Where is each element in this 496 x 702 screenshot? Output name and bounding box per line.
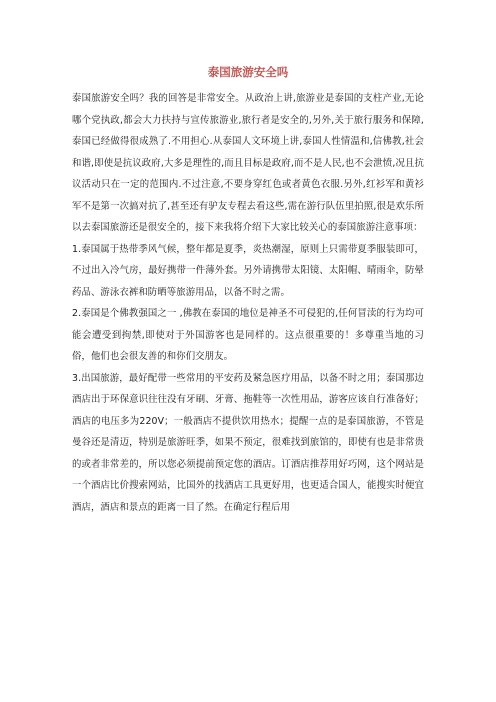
intro-paragraph: 泰国旅游安全吗？我的回答是非常安全。从政治上讲,旅游业是泰国的支柱产业,无论哪个党执政,都会大力扶持与宣传旅游业,旅行者是安全的,另外,关于旅行服务和保障,泰国已经做得很成熟了.不用担心.从泰国人文环境上讲,泰国人性情温和,信佛教,社会和谐,即使是抗议政府,大多是理性的,而且目标是政府,而不是人民,也不会泄愤,况且抗议活动只在一定的范围内.不过注意,不要身穿红色或者黄色衣服.另外,红衫军和黄衫军不是第一次搞对抗了,甚至还有驴友专程去看这些,需在游行队伍里拍照,很是欢乐所以去泰国旅游还是很安全的，接下来我将介绍下大家比较关心的泰国旅游注意事项： bbox=[72, 93, 424, 233]
document-title: 泰国旅游安全吗 bbox=[207, 65, 289, 79]
tip-paragraph-2: 2.泰国是个佛教强国之一 ,佛教在泰国的地位是神圣不可侵犯的,任何冒渎的行为均可能会遭受到拘禁,即使对于外国游客也是同样的。这点很重要的！多尊重当地的习俗，他们也会很友善的和你们交朋友。 bbox=[72, 308, 424, 362]
tip-paragraph-3: 3.出国旅游，最好配带一些常用的平安药及紧急医疗用品，以备不时之用；泰国那边酒店出于环保意识往往没有牙刷、牙膏、拖鞋等一次性用品，游客应该自行准备好；酒店的电压多为220V；一般酒店不提供饮用热水；提醒一点的是泰国旅游，不管是曼谷还是清迈，特别是旅游旺季，如果不预定，很难找到旅馆的，即使有也是非常贵的或者非常差的，所以您必须提前预定您的酒店。订酒店推荐用好巧网，这个网站是一个酒店比价搜索网站，比国外的找酒店工具更好用，也更适合国人，能搜实时便宜酒店，酒店和景点的距离一目了然。在确定行程后用 bbox=[72, 372, 424, 513]
tip-paragraph-1: 1.泰国属于热带季风气候，整年都是夏季，炎热潮湿，原则上只需带夏季服装即可，不过出入冷气房，最好携带一件薄外套。另外请携带太阳镜、太阳帽、晴雨伞，防晕药品、游泳衣裤和防晒等旅游用品，以备不时之需。 bbox=[72, 243, 424, 298]
